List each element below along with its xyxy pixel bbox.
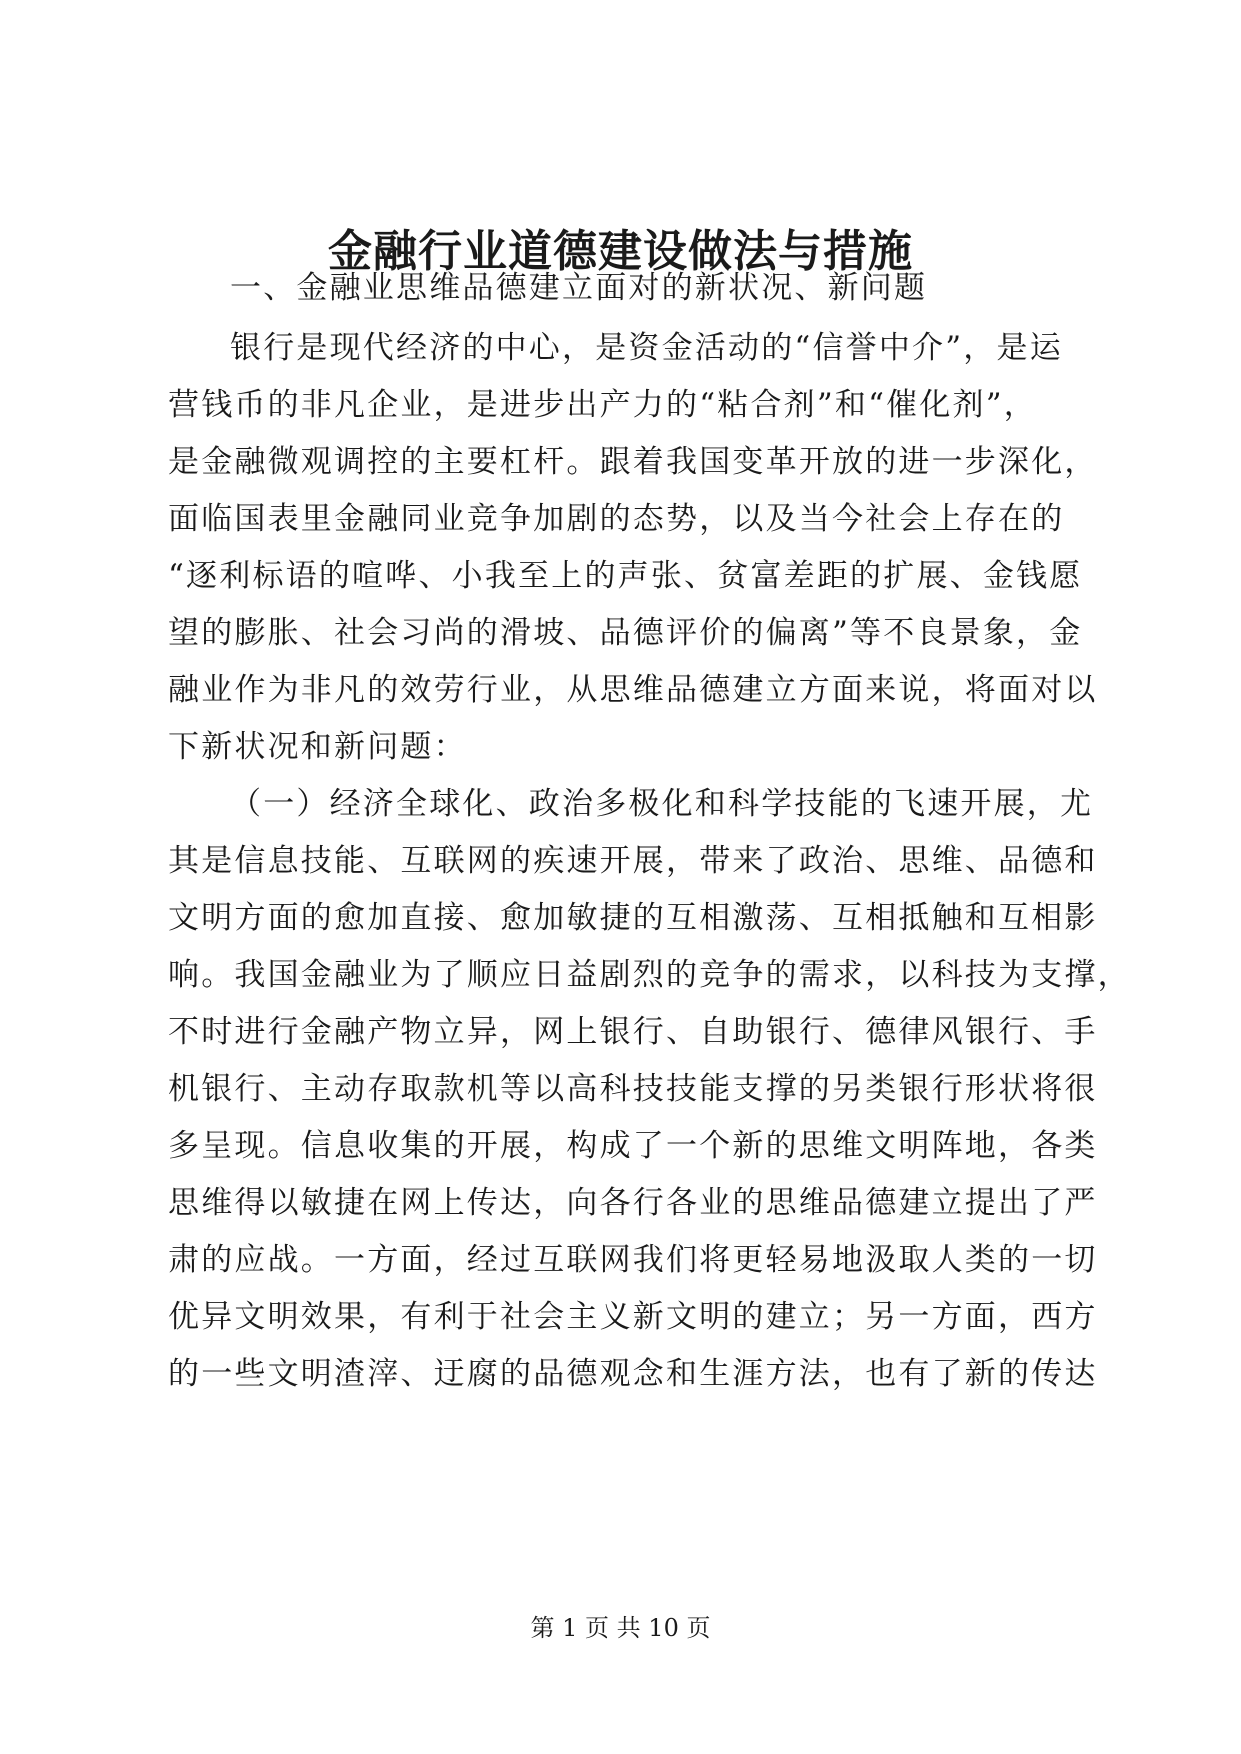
section-heading: 一、金融业思维品德建立面对的新状况、新问题 bbox=[230, 270, 928, 306]
paragraph2-line: 不时进行金融产物立异，网上银行、自助银行、德律风银行、手 bbox=[168, 1014, 1098, 1050]
paragraph2-line: 多呈现。信息收集的开展，构成了一个新的思维文明阵地，各类 bbox=[168, 1128, 1098, 1164]
paragraph2-line: 思维得以敏捷在网上传达，向各行各业的思维品德建立提出了严 bbox=[168, 1185, 1098, 1221]
paragraph1-line: “逐利标语的喧哗、小我至上的声张、贫富差距的扩展、金钱愿 bbox=[168, 558, 1083, 594]
paragraph2-line: 机银行、主动存取款机等以高科技技能支撑的另类银行形状将很 bbox=[168, 1071, 1098, 1107]
paragraph2-line: 的一些文明渣滓、迂腐的品德观念和生涯方法，也有了新的传达 bbox=[168, 1356, 1098, 1392]
paragraph2-line: （一）经济全球化、政治多极化和科学技能的飞速开展，尤 bbox=[230, 786, 1094, 822]
paragraph1-line: 营钱币的非凡企业，是进步出产力的“粘合剂”和“催化剂”， bbox=[168, 387, 1037, 423]
paragraph2-line: 肃的应战。一方面，经过互联网我们将更轻易地汲取人类的一切 bbox=[168, 1242, 1098, 1278]
paragraph1-line: 融业作为非凡的效劳行业，从思维品德建立方面来说，将面对以 bbox=[168, 672, 1098, 708]
paragraph1-line: 是金融微观调控的主要杠杆。跟着我国变革开放的进一步深化， bbox=[168, 444, 1098, 480]
paragraph2-line: 文明方面的愈加直接、愈加敏捷的互相激荡、互相抵触和互相影 bbox=[168, 900, 1098, 936]
paragraph2-line: 优异文明效果，有利于社会主义新文明的建立；另一方面，西方 bbox=[168, 1299, 1098, 1335]
paragraph1-line: 下新状况和新问题： bbox=[168, 729, 467, 765]
document-title: 金融行业道德建设做法与措施 bbox=[328, 226, 913, 277]
paragraph2-line: 其是信息技能、互联网的疾速开展，带来了政治、思维、品德和 bbox=[168, 843, 1098, 879]
paragraph1-line: 面临国表里金融同业竞争加剧的态势，以及当今社会上存在的 bbox=[168, 501, 1065, 537]
paragraph2-line: 响。我国金融业为了顺应日益剧烈的竞争的需求，以科技为支撑， bbox=[168, 957, 1131, 993]
paragraph1-line: 银行是现代经济的中心，是资金活动的“信誉中介”，是运 bbox=[230, 330, 1063, 366]
paragraph1-line: 望的膨胀、社会习尚的滑坡、品德评价的偏离”等不良景象，金 bbox=[168, 615, 1083, 651]
page-number-footer: 第 1 页 共 10 页 bbox=[530, 1614, 711, 1642]
